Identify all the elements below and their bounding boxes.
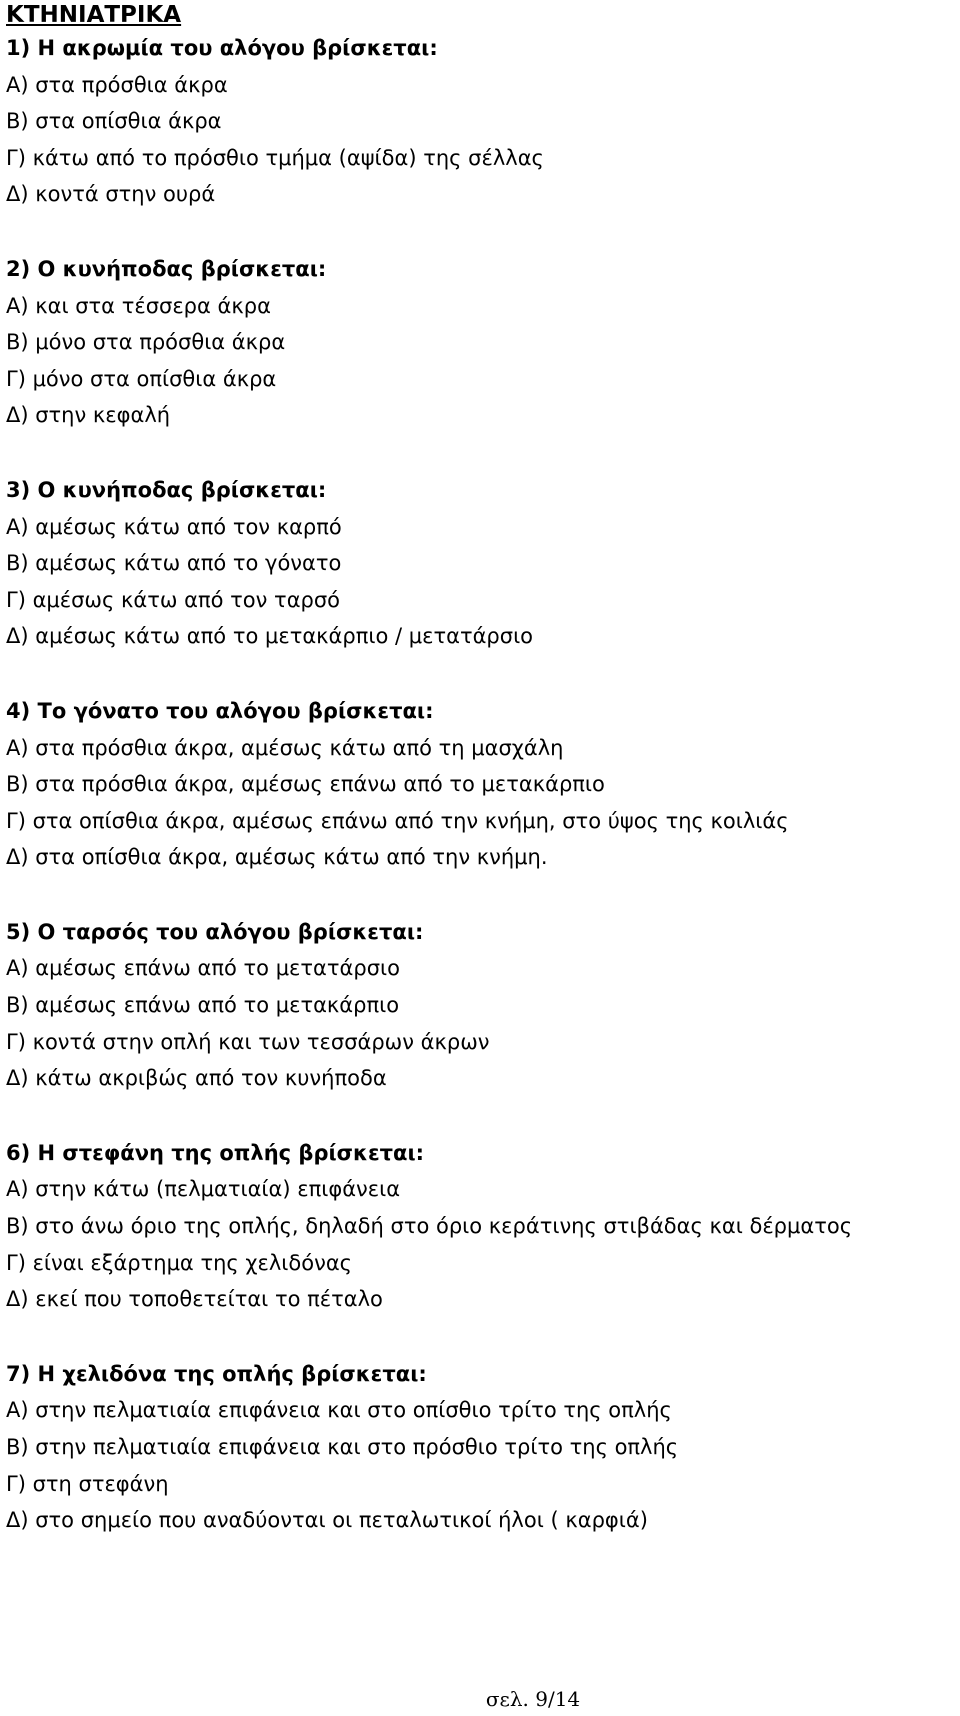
question-heading: 6) Η στεφάνη της οπλής βρίσκεται: xyxy=(6,1140,425,1165)
answer-option: Δ) κοντά στην ουρά xyxy=(6,182,216,207)
question-heading: 7) Η χελιδόνα της οπλής βρίσκεται: xyxy=(6,1361,427,1386)
answer-options xyxy=(6,1171,956,1317)
answer-option: Γ) κάτω από το πρόσθιο τμήμα (αψίδα) της σέλλας xyxy=(6,145,544,170)
answer-option: Α) αμέσως κάτω από τον καρπό xyxy=(6,514,342,539)
answer-option: Γ) μόνο στα οπίσθια άκρα xyxy=(6,366,277,391)
answer-option: Δ) εκεί που τοποθετείται το πέταλο xyxy=(6,1287,383,1312)
question-2 xyxy=(6,251,956,434)
answer-option: Δ) κάτω ακριβώς από τον κυνήποδα xyxy=(6,1066,387,1091)
answer-option: Α) αμέσως επάνω από το μετατάρσιο xyxy=(6,956,400,981)
answer-option: Α) στην κάτω (πελματιαία) επιφάνεια xyxy=(6,1177,401,1202)
answer-option: Γ) στα οπίσθια άκρα, αμέσως επάνω από την κνήμη, στο ύψος της κοιλιάς xyxy=(6,808,789,833)
answer-option: Β) αμέσως κάτω από το γόνατο xyxy=(6,551,342,576)
answer-option: Β) στα οπίσθια άκρα xyxy=(6,109,222,134)
question-heading: 1) Η ακρωμία του αλόγου βρίσκεται: xyxy=(6,36,438,60)
document-title: ΚΤΗΝΙΑΤΡΙΚΑ xyxy=(6,2,182,28)
answer-option: Α) στα πρόσθια άκρα xyxy=(6,72,228,97)
answer-option: Δ) αμέσως κάτω από το μετακάρπιο / μετατάρσιο xyxy=(6,624,534,649)
question-7 xyxy=(6,1356,956,1539)
answer-options xyxy=(6,730,956,876)
answer-option: Β) στην πελματιαία επιφάνεια και στο πρόσθιο τρίτο της οπλής xyxy=(6,1435,679,1459)
answer-option: Δ) στην κεφαλή xyxy=(6,403,171,428)
question-1 xyxy=(6,30,956,213)
question-3 xyxy=(6,472,956,655)
answer-option: Δ) στο σημείο που αναδύονται οι πεταλωτικοί ήλοι ( καρφιά) xyxy=(6,1508,648,1533)
question-6 xyxy=(6,1135,956,1318)
answer-options xyxy=(6,288,956,434)
question-heading: 2) Ο κυνήποδας βρίσκεται: xyxy=(6,256,327,281)
answer-option: Γ) στη στεφάνη xyxy=(6,1471,169,1496)
question-5 xyxy=(6,914,956,1097)
answer-options xyxy=(6,67,956,213)
page-number xyxy=(0,1686,960,1712)
answer-option: Δ) στα οπίσθια άκρα, αμέσως κάτω από την κνήμη. xyxy=(6,845,548,870)
answer-option: Α) και στα τέσσερα άκρα xyxy=(6,293,271,318)
answer-option: Α) στην πελματιαία επιφάνεια και στο οπίσθιο τρίτο της οπλής xyxy=(6,1398,672,1423)
answer-option: Β) αμέσως επάνω από το μετακάρπιο xyxy=(6,993,400,1018)
answer-option: Γ) είναι εξάρτημα της χελιδόνας xyxy=(6,1250,353,1275)
answer-option: Β) στο άνω όριο της οπλής, δηλαδή στο όριο κεράτινης στιβάδας και δέρματος xyxy=(6,1214,853,1239)
question-heading: 5) Ο ταρσός του αλόγου βρίσκεται: xyxy=(6,919,424,944)
page-number-label: σελ. 9/14 xyxy=(485,1687,581,1711)
answer-options xyxy=(6,950,956,1096)
document-page xyxy=(6,0,956,1539)
answer-option: Γ) κοντά στην οπλή και των τεσσάρων άκρων xyxy=(6,1029,490,1054)
answer-option: Γ) αμέσως κάτω από τον ταρσό xyxy=(6,587,341,612)
question-heading: 4) Το γόνατο του αλόγου βρίσκεται: xyxy=(6,698,434,723)
answer-option: Β) μόνο στα πρόσθια άκρα xyxy=(6,330,286,355)
answer-options xyxy=(6,1392,956,1538)
question-4 xyxy=(6,693,956,876)
answer-options xyxy=(6,509,956,655)
answer-option: Β) στα πρόσθια άκρα, αμέσως επάνω από το μετακάρπιο xyxy=(6,772,605,797)
answer-option: Α) στα πρόσθια άκρα, αμέσως κάτω από τη μασχάλη xyxy=(6,735,564,760)
question-heading: 3) Ο κυνήποδας βρίσκεται: xyxy=(6,477,327,502)
